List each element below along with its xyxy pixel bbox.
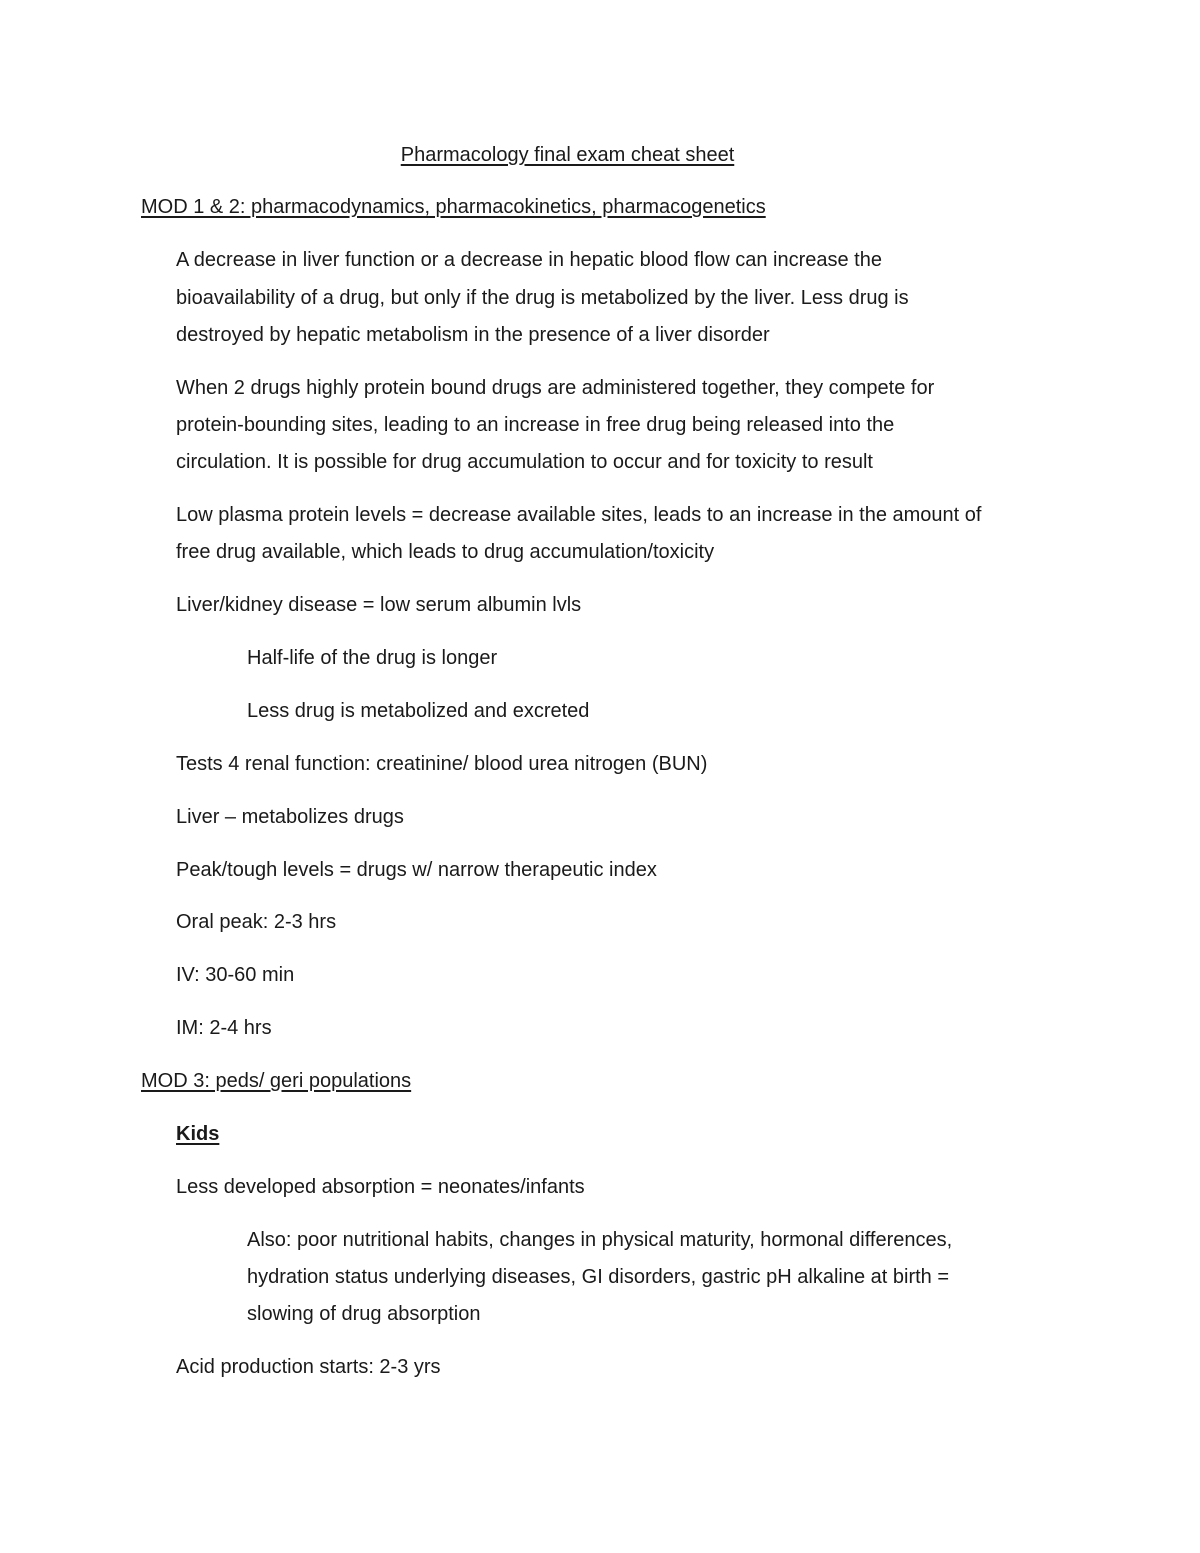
note-also-line-3: slowing of drug absorption — [247, 1303, 481, 1325]
note-half-life: Half-life of the drug is longer — [247, 647, 498, 669]
paragraph-liver-function-line-3: destroyed by hepatic metabolism in the presence of a liver disorder — [176, 324, 770, 346]
note-renal-tests: Tests 4 renal function: creatinine/ blood urea nitrogen (BUN) — [176, 753, 708, 775]
section-heading-mod-1-2: MOD 1 & 2: pharmacodynamics, pharmacokinetics, pharmacogenetics — [141, 196, 766, 218]
note-peak-trough: Peak/tough levels = drugs w/ narrow therapeutic index — [176, 859, 657, 881]
note-less-drug-metabolized: Less drug is metabolized and excreted — [247, 700, 590, 722]
note-acid-production: Acid production starts: 2-3 yrs — [176, 1356, 441, 1378]
paragraph-liver-function-line-2: bioavailability of a drug, but only if the drug is metabolized by the liver. Less drug is — [176, 287, 909, 309]
paragraph-protein-bound-line-1: When 2 drugs highly protein bound drugs are administered together, they compete for — [176, 377, 935, 399]
paragraph-protein-bound-line-2: protein-bounding sites, leading to an increase in free drug being released into the — [176, 414, 895, 436]
note-iv-peak: IV: 30-60 min — [176, 964, 295, 986]
note-also-line-2: hydration status underlying diseases, GI disorders, gastric pH alkaline at birth = — [247, 1266, 950, 1288]
note-liver-kidney-disease: Liver/kidney disease = low serum albumin lvls — [176, 594, 582, 616]
paragraph-plasma-protein-line-2: free drug available, which leads to drug accumulation/toxicity — [176, 541, 715, 563]
note-oral-peak: Oral peak: 2-3 hrs — [176, 911, 337, 933]
paragraph-plasma-protein-line-1: Low plasma protein levels = decrease available sites, leads to an increase in the amount of — [176, 504, 982, 526]
note-liver-metabolizes: Liver – metabolizes drugs — [176, 806, 404, 828]
subheading-kids: Kids — [176, 1123, 220, 1145]
note-im-peak: IM: 2-4 hrs — [176, 1017, 272, 1039]
paragraph-protein-bound-line-3: circulation. It is possible for drug accumulation to occur and for toxicity to result — [176, 451, 873, 473]
section-heading-mod-3: MOD 3: peds/ geri populations — [141, 1070, 412, 1092]
note-also-line-1: Also: poor nutritional habits, changes in physical maturity, hormonal differences, — [247, 1229, 953, 1251]
note-absorption: Less developed absorption = neonates/infants — [176, 1176, 585, 1198]
document-title: Pharmacology final exam cheat sheet — [400, 144, 735, 166]
paragraph-liver-function-line-1: A decrease in liver function or a decrease in hepatic blood flow can increase the — [176, 249, 882, 271]
